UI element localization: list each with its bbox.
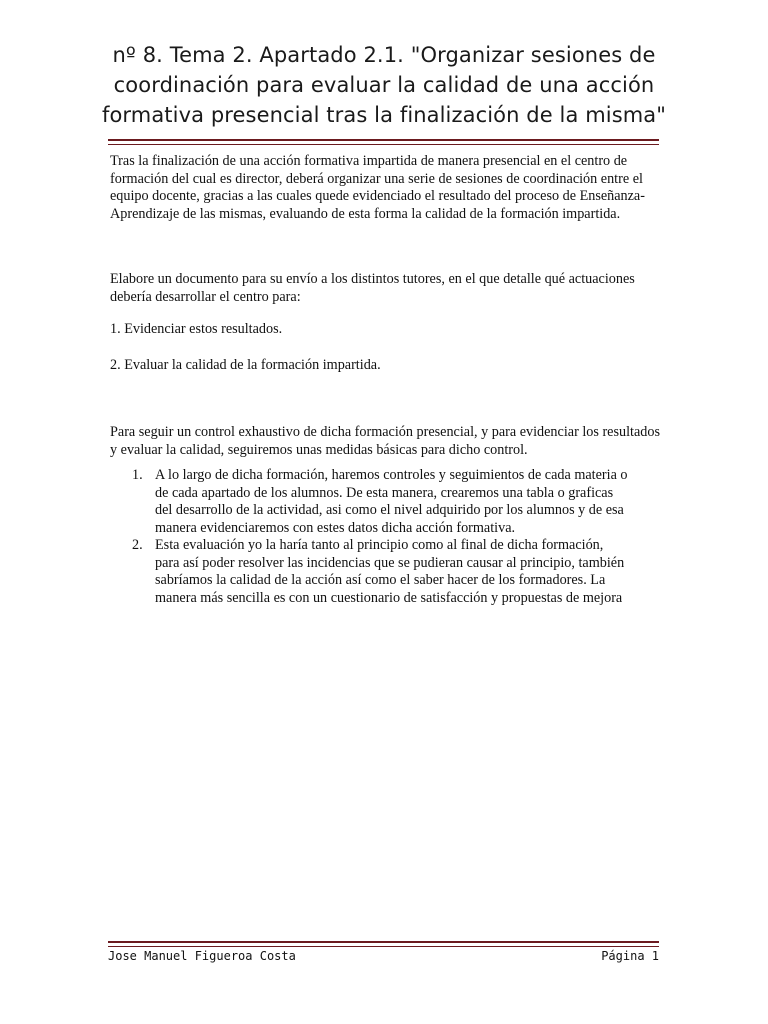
list-item-number: 1. <box>132 467 143 483</box>
list-item-number: 2. <box>132 537 143 553</box>
list-item-text: Esta evaluación yo la haría tanto al principio como al final de dicha formación, para así poder resolver las incidencias que se pudieran causar al principio, también sabríamos la calidad de la acción así como el saber hacer de los formadores. La manera más sencilla es con un cuestionario de satisfacción y propuestas de mejora <box>155 537 625 606</box>
task-item-1: 1. Evidenciar estos resultados. <box>110 321 283 337</box>
task-item-2: 2. Evaluar la calidad de la formación impartida. <box>110 357 381 373</box>
footer-page-number: Página 1 <box>601 949 659 963</box>
list-item-text: A lo largo de dicha formación, haremos controles y seguimientos de cada materia o de cada apartado de los alumnos. De esta manera, crearemos una tabla o graficas del desarrollo de la actividad, asi como el nivel adquirido por los alumnos y de esa manera evidenciaremos con estes datos dicha acción formativa. <box>155 467 628 536</box>
answer-paragraph: Para seguir un control exhaustivo de dicha formación presencial, y para evidenciar los resultados y evaluar la calidad, seguiremos unas medidas básicas para dicho control. <box>110 424 660 458</box>
list-item <box>110 537 630 607</box>
header-divider <box>108 139 659 145</box>
list-item <box>110 467 630 537</box>
footer-divider <box>108 941 659 947</box>
page-title: nº 8. Tema 2. Apartado 2.1. "Organizar sesiones de coordinación para evaluar la calidad de una acción formativa presencial tras la finalización de la misma" <box>101 43 667 127</box>
answer-list <box>110 467 660 607</box>
intro-paragraph: Tras la finalización de una acción formativa impartida de manera presencial en el centro de formación del cual es director, deberá organizar una serie de sesiones de coordinación entre el equipo docente, gracias a las cuales quede evidenciado el resultado del proceso de Enseñanza-Aprendizaje de las mismas, evaluando de esta forma la calidad de la formación impartida. <box>110 153 645 222</box>
footer-author: Jose Manuel Figueroa Costa <box>108 949 296 963</box>
instruction-paragraph: Elabore un documento para su envío a los distintos tutores, en el que detalle qué actuaciones debería desarrollar el centro para: <box>110 271 635 305</box>
